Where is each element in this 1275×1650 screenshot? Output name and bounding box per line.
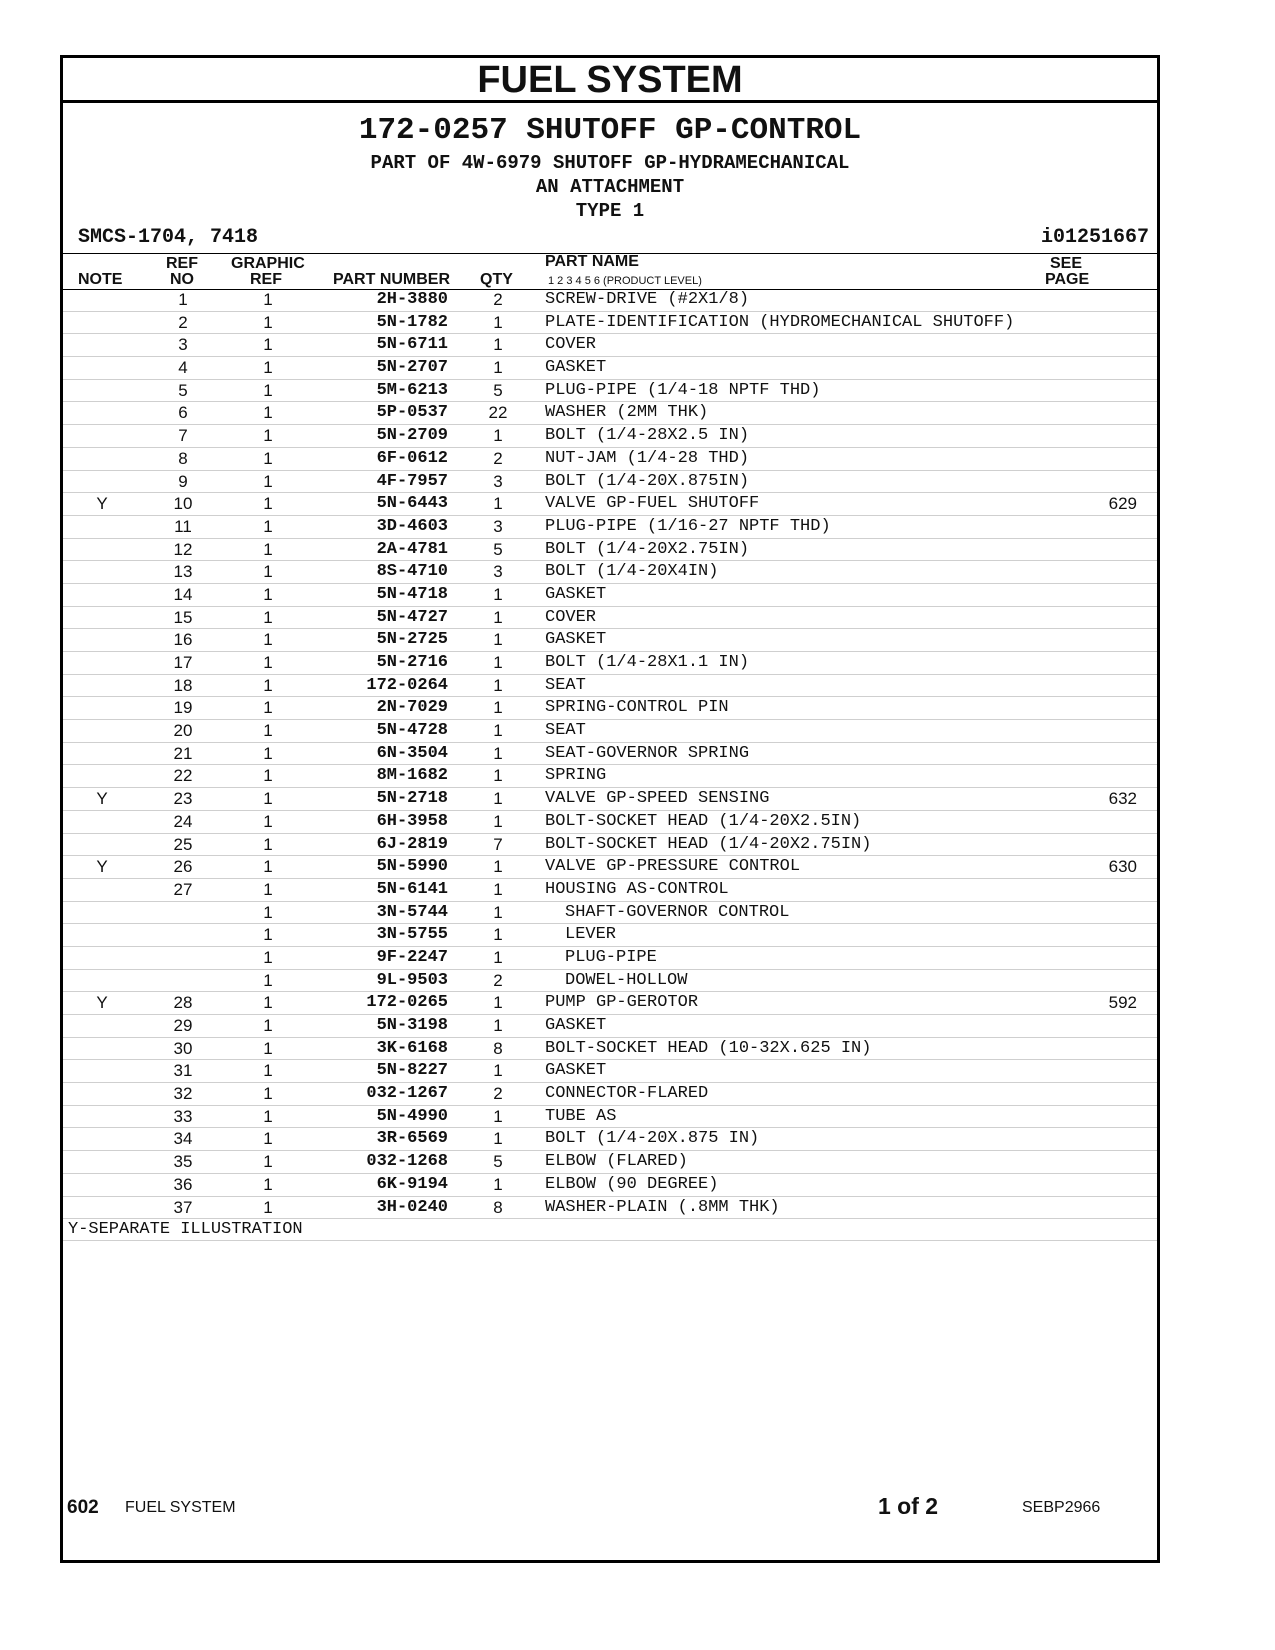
graphic-ref-cell: 1 <box>263 902 273 922</box>
ref-no-cell: 10 <box>173 494 193 514</box>
part-name-cell: TUBE AS <box>545 1106 617 1126</box>
part-number-cell: 4F-7957 <box>376 471 448 491</box>
part-number-cell: 6K-9194 <box>376 1174 448 1194</box>
footer-section: FUEL SYSTEM <box>125 1499 236 1516</box>
qty-cell: 1 <box>493 1106 503 1126</box>
table-row <box>63 1197 1157 1220</box>
graphic-ref-cell: 1 <box>263 1061 273 1081</box>
part-number-cell: 172-0265 <box>366 993 448 1013</box>
qty-cell: 7 <box>493 834 503 854</box>
graphic-ref-cell: 1 <box>263 471 273 491</box>
qty-cell: 1 <box>493 789 503 809</box>
graphic-ref-cell: 1 <box>263 290 273 309</box>
part-number-cell: 5M-6213 <box>376 380 448 400</box>
ref-no-cell: 33 <box>173 1106 193 1126</box>
table-row <box>63 561 1157 584</box>
qty-cell: 3 <box>493 562 503 582</box>
col-part-name: PART NAME <box>545 253 639 270</box>
table-row <box>63 607 1157 630</box>
col-graphic-bottom: REF <box>250 271 282 288</box>
qty-cell: 1 <box>493 857 503 877</box>
table-row <box>63 493 1157 516</box>
part-number-cell: 6H-3958 <box>376 811 448 831</box>
part-number-cell: 8S-4710 <box>376 562 448 582</box>
part-number-cell: 5P-0537 <box>376 403 448 423</box>
qty-cell: 8 <box>493 1197 503 1217</box>
table-row <box>63 334 1157 357</box>
table-row <box>63 1083 1157 1106</box>
graphic-ref-cell: 1 <box>263 584 273 604</box>
table-row <box>63 811 1157 834</box>
part-name-cell: VALVE GP-SPEED SENSING <box>545 789 770 809</box>
part-name-cell: GASKET <box>545 1016 607 1035</box>
note-cell: Y <box>96 494 108 514</box>
qty-cell: 1 <box>493 312 503 332</box>
qty-cell: 1 <box>493 358 503 378</box>
note-cell: Y <box>96 857 108 877</box>
part-name-cell: ELBOW (FLARED) <box>545 1152 688 1172</box>
part-number-cell: 6J-2819 <box>376 834 448 854</box>
table-row <box>63 652 1157 675</box>
graphic-ref-cell: 1 <box>263 630 273 650</box>
qty-cell: 2 <box>493 290 503 309</box>
table-row <box>63 471 1157 494</box>
see-page-cell: 630 <box>1108 857 1137 877</box>
graphic-ref-cell: 1 <box>263 993 273 1013</box>
col-ref-top: REF <box>166 255 198 272</box>
info-id: i01251667 <box>1040 226 1149 249</box>
qty-cell: 1 <box>493 811 503 831</box>
ref-no-cell: 30 <box>173 1038 193 1058</box>
graphic-ref-cell: 1 <box>263 426 273 446</box>
part-number-cell: 5N-2725 <box>376 630 448 650</box>
part-name-cell: GASKET <box>545 1061 607 1081</box>
table-row <box>63 879 1157 902</box>
part-name-cell: PLUG-PIPE (1/16-27 NPTF THD) <box>545 516 831 536</box>
graphic-ref-cell: 1 <box>263 789 273 809</box>
graphic-ref-cell: 1 <box>263 312 273 332</box>
part-number-cell: 172-0264 <box>366 675 448 695</box>
part-number-cell: 5N-6443 <box>376 494 448 514</box>
ref-no-cell: 31 <box>173 1061 193 1081</box>
part-name-cell: SEAT <box>545 675 586 695</box>
ref-no-cell: 13 <box>173 562 193 582</box>
table-row <box>63 1106 1157 1129</box>
part-name-cell: LEVER <box>565 925 617 945</box>
qty-cell: 1 <box>493 675 503 695</box>
qty-cell: 3 <box>493 471 503 491</box>
graphic-ref-cell: 1 <box>263 743 273 763</box>
part-number-cell: 5N-4718 <box>376 584 448 604</box>
qty-cell: 5 <box>493 539 503 559</box>
part-name-cell: BOLT (1/4-20X2.75IN) <box>545 539 750 559</box>
graphic-ref-cell: 1 <box>263 607 273 627</box>
part-name-cell: COVER <box>545 335 597 355</box>
part-number-cell: 3K-6168 <box>376 1038 448 1058</box>
ref-no-cell: 37 <box>173 1197 193 1217</box>
qty-cell: 1 <box>493 335 503 355</box>
ref-no-cell: 22 <box>173 766 193 786</box>
ref-no-cell: 34 <box>173 1129 193 1149</box>
table-row <box>63 856 1157 879</box>
table-row <box>63 970 1157 993</box>
table-row <box>63 312 1157 335</box>
ref-no-cell: 6 <box>178 403 188 423</box>
part-number-cell: 9L-9503 <box>376 970 448 990</box>
footer-page-number: 602 <box>67 1497 99 1518</box>
ref-no-cell: 17 <box>173 653 193 672</box>
subtitle-line-2: AN ATTACHMENT <box>535 176 685 198</box>
graphic-ref-cell: 1 <box>263 539 273 559</box>
table-row <box>63 289 1157 312</box>
graphic-ref-cell: 1 <box>263 947 273 967</box>
table-row <box>63 425 1157 448</box>
qty-cell: 1 <box>493 653 503 672</box>
graphic-ref-cell: 1 <box>263 1129 273 1149</box>
part-number-cell: 2H-3880 <box>376 290 448 309</box>
graphic-ref-cell: 1 <box>263 494 273 514</box>
graphic-ref-cell: 1 <box>263 675 273 695</box>
col-part-number: PART NUMBER <box>333 271 451 288</box>
part-number-cell: 5N-3198 <box>376 1016 448 1035</box>
ref-no-cell: 11 <box>174 516 192 536</box>
part-name-cell: GASKET <box>545 630 607 650</box>
ref-no-cell: 12 <box>173 539 193 559</box>
ref-no-cell: 35 <box>173 1152 193 1172</box>
table-row <box>63 1060 1157 1083</box>
ref-no-cell: 20 <box>173 721 193 741</box>
ref-no-cell: 15 <box>173 607 193 627</box>
table-row <box>63 1128 1157 1151</box>
qty-cell: 1 <box>493 1016 503 1035</box>
assembly-title: 172-0257 SHUTOFF GP-CONTROL <box>358 113 862 148</box>
part-name-cell: GASKET <box>545 358 607 378</box>
table-row <box>63 992 1157 1015</box>
part-name-cell: BOLT-SOCKET HEAD (1/4-20X2.75IN) <box>545 834 872 854</box>
table-row <box>63 924 1157 947</box>
part-name-cell: BOLT (1/4-20X.875 IN) <box>545 1129 760 1149</box>
part-number-cell: 5N-4990 <box>376 1106 448 1126</box>
graphic-ref-cell: 1 <box>263 811 273 831</box>
part-name-cell: SCREW-DRIVE (#2X1/8) <box>545 290 750 309</box>
ref-no-cell: 9 <box>178 471 188 491</box>
qty-cell: 1 <box>493 698 503 718</box>
part-name-cell: COVER <box>545 607 597 627</box>
table-row <box>63 743 1157 766</box>
part-name-cell: SPRING <box>545 766 607 786</box>
ref-no-cell: 32 <box>173 1084 193 1104</box>
col-note: NOTE <box>78 271 123 288</box>
part-name-cell: BOLT-SOCKET HEAD (10-32X.625 IN) <box>545 1038 872 1058</box>
qty-cell: 1 <box>493 494 503 514</box>
table-row <box>63 1174 1157 1197</box>
footer-doc-id: SEBP2966 <box>1022 1499 1101 1516</box>
qty-cell: 1 <box>493 743 503 763</box>
ref-no-cell: 3 <box>178 335 188 355</box>
see-page-cell: 632 <box>1108 789 1137 809</box>
part-name-cell: SPRING-CONTROL PIN <box>545 698 729 718</box>
table-row <box>63 902 1157 925</box>
part-name-cell: CONNECTOR-FLARED <box>545 1084 709 1104</box>
graphic-ref-cell: 1 <box>263 1106 273 1126</box>
ref-no-cell: 1 <box>178 290 188 309</box>
graphic-ref-cell: 1 <box>263 1174 273 1194</box>
graphic-ref-cell: 1 <box>263 562 273 582</box>
part-name-cell: WASHER (2MM THK) <box>545 403 709 423</box>
col-graphic-top: GRAPHIC <box>231 255 305 272</box>
table-row <box>63 380 1157 403</box>
col-product-level: 1 2 3 4 5 6 (PRODUCT LEVEL) <box>548 275 702 287</box>
graphic-ref-cell: 1 <box>263 879 273 899</box>
col-see-top: SEE <box>1050 255 1083 272</box>
table-row <box>63 697 1157 720</box>
part-name-cell: PUMP GP-GEROTOR <box>545 993 699 1013</box>
part-name-cell: SEAT-GOVERNOR SPRING <box>545 743 750 763</box>
table-row <box>63 448 1157 471</box>
ref-no-cell: 4 <box>178 358 188 378</box>
footnote: Y-SEPARATE ILLUSTRATION <box>63 1219 1157 1241</box>
part-name-cell: WASHER-PLAIN (.8MM THK) <box>545 1197 780 1217</box>
part-number-cell: 3R-6569 <box>376 1129 448 1149</box>
ref-no-cell: 18 <box>173 675 193 695</box>
part-number-cell: 032-1268 <box>366 1152 448 1172</box>
part-number-cell: 3N-5755 <box>376 925 448 945</box>
see-page-cell: 592 <box>1108 993 1137 1013</box>
part-number-cell: 5N-2718 <box>376 789 448 809</box>
column-header-row <box>63 253 1157 290</box>
note-cell: Y <box>96 789 108 809</box>
graphic-ref-cell: 1 <box>263 335 273 355</box>
part-number-cell: 3H-0240 <box>376 1197 448 1217</box>
part-name-cell: GASKET <box>545 584 607 604</box>
subtitle-line-3: TYPE 1 <box>575 200 645 222</box>
qty-cell: 2 <box>493 448 503 468</box>
qty-cell: 2 <box>493 1084 503 1104</box>
table-row <box>63 675 1157 698</box>
part-number-cell: 5N-1782 <box>376 312 448 332</box>
ref-no-cell: 36 <box>173 1174 193 1194</box>
graphic-ref-cell: 1 <box>263 403 273 423</box>
section-title: FUEL SYSTEM <box>63 58 1157 103</box>
ref-no-cell: 24 <box>173 811 193 831</box>
part-name-cell: SHAFT-GOVERNOR CONTROL <box>565 902 790 922</box>
part-name-cell: PLUG-PIPE (1/4-18 NPTF THD) <box>545 380 821 400</box>
part-name-cell: VALVE GP-PRESSURE CONTROL <box>545 857 801 877</box>
qty-cell: 1 <box>493 1129 503 1149</box>
part-name-cell: PLUG-PIPE <box>565 947 657 967</box>
ref-no-cell: 25 <box>173 834 193 854</box>
graphic-ref-cell: 1 <box>263 970 273 990</box>
part-name-cell: DOWEL-HOLLOW <box>565 970 688 990</box>
graphic-ref-cell: 1 <box>263 1084 273 1104</box>
col-qty: QTY <box>480 271 513 288</box>
part-name-cell: BOLT (1/4-20X.875IN) <box>545 471 750 491</box>
part-number-cell: 5N-4727 <box>376 607 448 627</box>
qty-cell: 8 <box>493 1038 503 1058</box>
ref-no-cell: 16 <box>173 630 193 650</box>
table-row <box>63 788 1157 811</box>
graphic-ref-cell: 1 <box>263 698 273 718</box>
part-number-cell: 6N-3504 <box>376 743 448 763</box>
ref-no-cell: 7 <box>178 426 188 446</box>
graphic-ref-cell: 1 <box>263 448 273 468</box>
graphic-ref-cell: 1 <box>263 766 273 786</box>
ref-no-cell: 26 <box>173 857 193 877</box>
ref-no-cell: 23 <box>173 789 193 809</box>
graphic-ref-cell: 1 <box>263 358 273 378</box>
part-name-cell: HOUSING AS-CONTROL <box>545 879 729 899</box>
ref-no-cell: 29 <box>173 1016 193 1035</box>
ref-no-cell: 8 <box>178 448 188 468</box>
part-number-cell: 5N-2716 <box>376 653 448 672</box>
graphic-ref-cell: 1 <box>263 925 273 945</box>
part-name-cell: NUT-JAM (1/4-28 THD) <box>545 448 750 468</box>
see-page-cell: 629 <box>1108 494 1137 514</box>
part-number-cell: 032-1267 <box>366 1084 448 1104</box>
qty-cell: 1 <box>493 1061 503 1081</box>
graphic-ref-cell: 1 <box>263 721 273 741</box>
part-number-cell: 5N-8227 <box>376 1061 448 1081</box>
graphic-ref-cell: 1 <box>263 516 273 536</box>
qty-cell: 1 <box>493 902 503 922</box>
part-name-cell: BOLT (1/4-28X2.5 IN) <box>545 426 750 446</box>
part-number-cell: 2A-4781 <box>376 539 448 559</box>
qty-cell: 22 <box>488 403 508 423</box>
part-name-cell: PLATE-IDENTIFICATION (HYDROMECHANICAL SHUTOFF) <box>545 312 1015 332</box>
ref-no-cell: 14 <box>173 584 193 604</box>
table-row <box>63 720 1157 743</box>
footer-sheet: 1 of 2 <box>878 1493 939 1519</box>
col-see-bottom: PAGE <box>1045 271 1090 288</box>
ref-no-cell: 27 <box>173 879 193 899</box>
qty-cell: 3 <box>493 516 503 536</box>
qty-cell: 1 <box>493 630 503 650</box>
ref-no-cell: 28 <box>173 993 193 1013</box>
part-name-cell: ELBOW (90 DEGREE) <box>545 1174 719 1194</box>
graphic-ref-cell: 1 <box>263 834 273 854</box>
table-row <box>63 1038 1157 1061</box>
graphic-ref-cell: 1 <box>263 857 273 877</box>
part-name-cell: BOLT (1/4-28X1.1 IN) <box>545 653 750 672</box>
part-number-cell: 5N-6711 <box>376 335 448 355</box>
graphic-ref-cell: 1 <box>263 1016 273 1035</box>
qty-cell: 1 <box>493 993 503 1013</box>
table-row <box>63 516 1157 539</box>
part-number-cell: 8M-1682 <box>376 766 448 786</box>
table-row <box>63 1015 1157 1038</box>
table-row <box>63 765 1157 788</box>
table-row <box>63 402 1157 425</box>
part-number-cell: 5N-2707 <box>376 358 448 378</box>
qty-cell: 1 <box>493 947 503 967</box>
qty-cell: 1 <box>493 584 503 604</box>
parts-table <box>63 289 1157 1241</box>
qty-cell: 2 <box>493 970 503 990</box>
table-row <box>63 629 1157 652</box>
table-row <box>63 539 1157 562</box>
part-number-cell: 3D-4603 <box>376 516 448 536</box>
table-row <box>63 357 1157 380</box>
qty-cell: 1 <box>493 721 503 741</box>
part-name-cell: SEAT <box>545 721 586 741</box>
table-row <box>63 834 1157 857</box>
note-cell: Y <box>96 993 108 1013</box>
part-number-cell: 5N-2709 <box>376 426 448 446</box>
part-number-cell: 5N-6141 <box>376 879 448 899</box>
ref-no-cell: 5 <box>178 380 188 400</box>
part-name-cell: BOLT (1/4-20X4IN) <box>545 562 719 582</box>
part-number-cell: 3N-5744 <box>376 902 448 922</box>
ref-no-cell: 19 <box>173 698 193 718</box>
qty-cell: 1 <box>493 766 503 786</box>
table-row <box>63 1151 1157 1174</box>
ref-no-cell: 2 <box>178 312 188 332</box>
qty-cell: 1 <box>493 925 503 945</box>
part-number-cell: 6F-0612 <box>376 448 448 468</box>
qty-cell: 1 <box>493 426 503 446</box>
col-ref-bottom: NO <box>170 271 194 288</box>
graphic-ref-cell: 1 <box>263 653 273 672</box>
ref-no-cell: 21 <box>173 743 193 763</box>
graphic-ref-cell: 1 <box>263 1197 273 1217</box>
part-number-cell: 5N-5990 <box>376 857 448 877</box>
part-number-cell: 5N-4728 <box>376 721 448 741</box>
assembly-header <box>63 103 1157 288</box>
table-row <box>63 947 1157 970</box>
qty-cell: 5 <box>493 380 503 400</box>
subtitle-line-1: PART OF 4W-6979 SHUTOFF GP-HYDRAMECHANICAL <box>370 152 850 174</box>
graphic-ref-cell: 1 <box>263 1152 273 1172</box>
qty-cell: 5 <box>493 1152 503 1172</box>
smcs-code: SMCS-1704, 7418 <box>78 226 259 249</box>
part-name-cell: VALVE GP-FUEL SHUTOFF <box>545 494 760 514</box>
graphic-ref-cell: 1 <box>263 1038 273 1058</box>
qty-cell: 1 <box>493 1174 503 1194</box>
part-number-cell: 2N-7029 <box>376 698 448 718</box>
table-row <box>63 584 1157 607</box>
parts-page-frame <box>60 55 1160 1563</box>
qty-cell: 1 <box>493 607 503 627</box>
qty-cell: 1 <box>493 879 503 899</box>
part-name-cell: BOLT-SOCKET HEAD (1/4-20X2.5IN) <box>545 811 862 831</box>
part-number-cell: 9F-2247 <box>376 947 448 967</box>
graphic-ref-cell: 1 <box>263 380 273 400</box>
